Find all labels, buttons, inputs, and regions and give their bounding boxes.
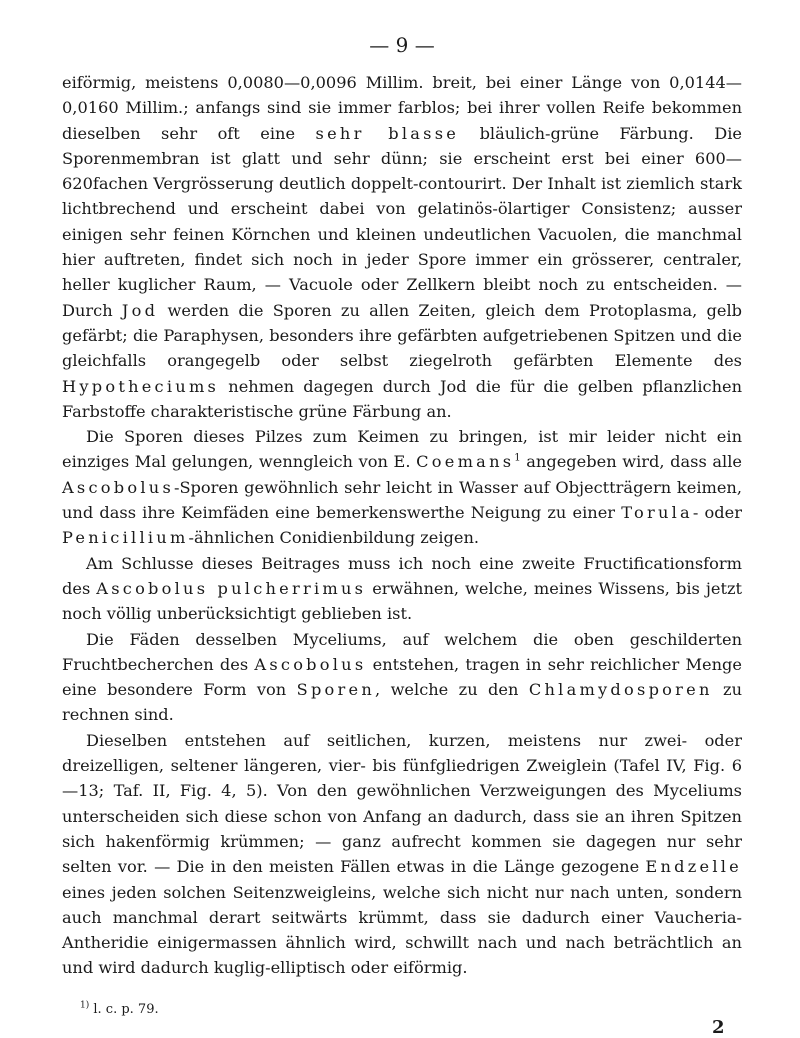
signature-mark: 2 [712, 1017, 725, 1038]
footnote-text: l. c. p. 79. [89, 1002, 159, 1017]
text-run: Dieselben entstehen auf seitlichen, kurzen, meistens nur zwei- oder dreizelligen, seltener längeren, vier- bis fünfgliedrigen Zweiglein (Tafel IV, Fig. 6—13; Taf. II, Fig. 4, 5). Von den gewöhnlichen Verzweigungen des Myceliums unterscheiden sich diese schon von Anfang an dadurch, dass sie an ihren Spitzen sich hakenförmig krümmen; — ganz aufrecht kommen sie dagegen nur sehr selten vor. — Die in den meisten Fällen etwas in die Länge gezogene [62, 730, 742, 877]
text-run: entstehen, tragen in sehr reichlicher Menge eine besondere Form von [62, 654, 742, 700]
paragraph [62, 424, 742, 550]
spaced-term: Jod [121, 300, 159, 320]
text-run: angegeben wird, dass alle [520, 452, 742, 472]
spaced-term: Coemans [416, 452, 515, 472]
text-run: Die Fäden desselben Myceliums, auf welchem die oben geschilderten Fruchtbecherchen des [62, 629, 742, 674]
footnote [80, 1002, 159, 1018]
text-run: Die Sporen dieses Pilzes zum Keimen zu bringen, ist mir leider nicht ein einziges Mal gelungen, wenngleich von E. [62, 427, 742, 472]
page [62, 28, 742, 981]
spaced-term: Ascobolus [62, 477, 174, 497]
text-run: werden die Sporen zu allen Zeiten, gleich dem Protoplasma, gelb gefärbt; die Paraphysen, besonders ihre gefärbten aufgetriebenen Spitzen und die gleichfalls orangegelb oder selbst ziegelroth gefärbten Elemente des [62, 300, 742, 371]
paragraph [62, 551, 742, 627]
text-run: bläulich-grüne Färbung. Die Sporenmembran ist glatt und sehr dünn; sie erscheint erst bei einer 600—620fachen Vergrösserung deutlich doppelt-contourirt. Der Inhalt ist ziemlich stark lichtbrechend und erscheint dabei von gelatinös-ölartiger Consistenz; ausser einigen sehr feinen Körnchen und kleinen undeutlichen Vacuolen, die manchmal hier auftreten, findet sich noch in jeder Spore immer ein grösserer, centraler, heller kuglicher Raum, — Vacuole oder Zellkern bleibt noch zu entscheiden. — Durch [62, 123, 742, 320]
text-run: , welche zu den [375, 680, 529, 700]
paragraph [62, 70, 742, 424]
spaced-term: Penicillium [62, 528, 189, 548]
spaced-term: Hypotheciums [62, 376, 220, 396]
paragraph [62, 728, 742, 981]
text-run: eiförmig, meistens 0,0080—0,0096 Millim. breit, bei einer Länge von 0,0144—0,0160 Millim.; anfangs sind sie immer farblos; bei ihrer vollen Reife bekommen dieselben sehr oft eine [62, 73, 742, 143]
text-run: - oder [692, 503, 742, 523]
text-run: erwähnen, welche, meines Wissens, bis jetzt noch völlig unberücksichtigt geblieben ist. [62, 578, 742, 624]
text-run: nehmen dagegen durch Jod die für die gelben pflanzlichen Farbstoffe charakteristische grüne Färbung an. [62, 376, 742, 421]
spaced-term: Endzelle [645, 857, 742, 877]
spaced-term: Ascobolus pulcherrimus [96, 578, 367, 598]
spaced-term: Ascobolus [254, 654, 367, 674]
spaced-term: Sporen [296, 680, 376, 700]
body-text [62, 70, 742, 981]
paragraph [62, 627, 742, 728]
spaced-term: Chlamydosporen [528, 680, 713, 700]
text-run: eines jeden solchen Seitenzweigleins, welche sich nicht nur nach unten, sondern auch manchmal derart seitwärts krümmt, dass sie dadurch einer Vaucheria-Antheridie einigermassen ähnlich wird, schwillt nach und nach beträchtlich an und wird dadurch kuglig-elliptisch oder eiförmig. [62, 882, 742, 978]
spaced-term: sehr blasse [315, 123, 460, 143]
text-run: zu rechnen sind. [62, 680, 742, 725]
text-run: Am Schlusse dieses Beitrages muss ich noch eine zweite Fructificationsform des [62, 553, 742, 598]
spaced-term: Torula [621, 503, 693, 523]
text-run: -ähnlichen Conidienbildung zeigen. [188, 528, 480, 548]
text-run: -Sporen gewöhnlich sehr leicht in Wasser auf Objectträgern keimen, und dass ihre Keimfäden eine bemerkenswerthe Neigung zu einer [62, 477, 742, 523]
footnote-mark: 1) [80, 1000, 90, 1011]
page-number: — 9 — [369, 33, 435, 57]
footnote-reference: 1 [514, 453, 521, 465]
